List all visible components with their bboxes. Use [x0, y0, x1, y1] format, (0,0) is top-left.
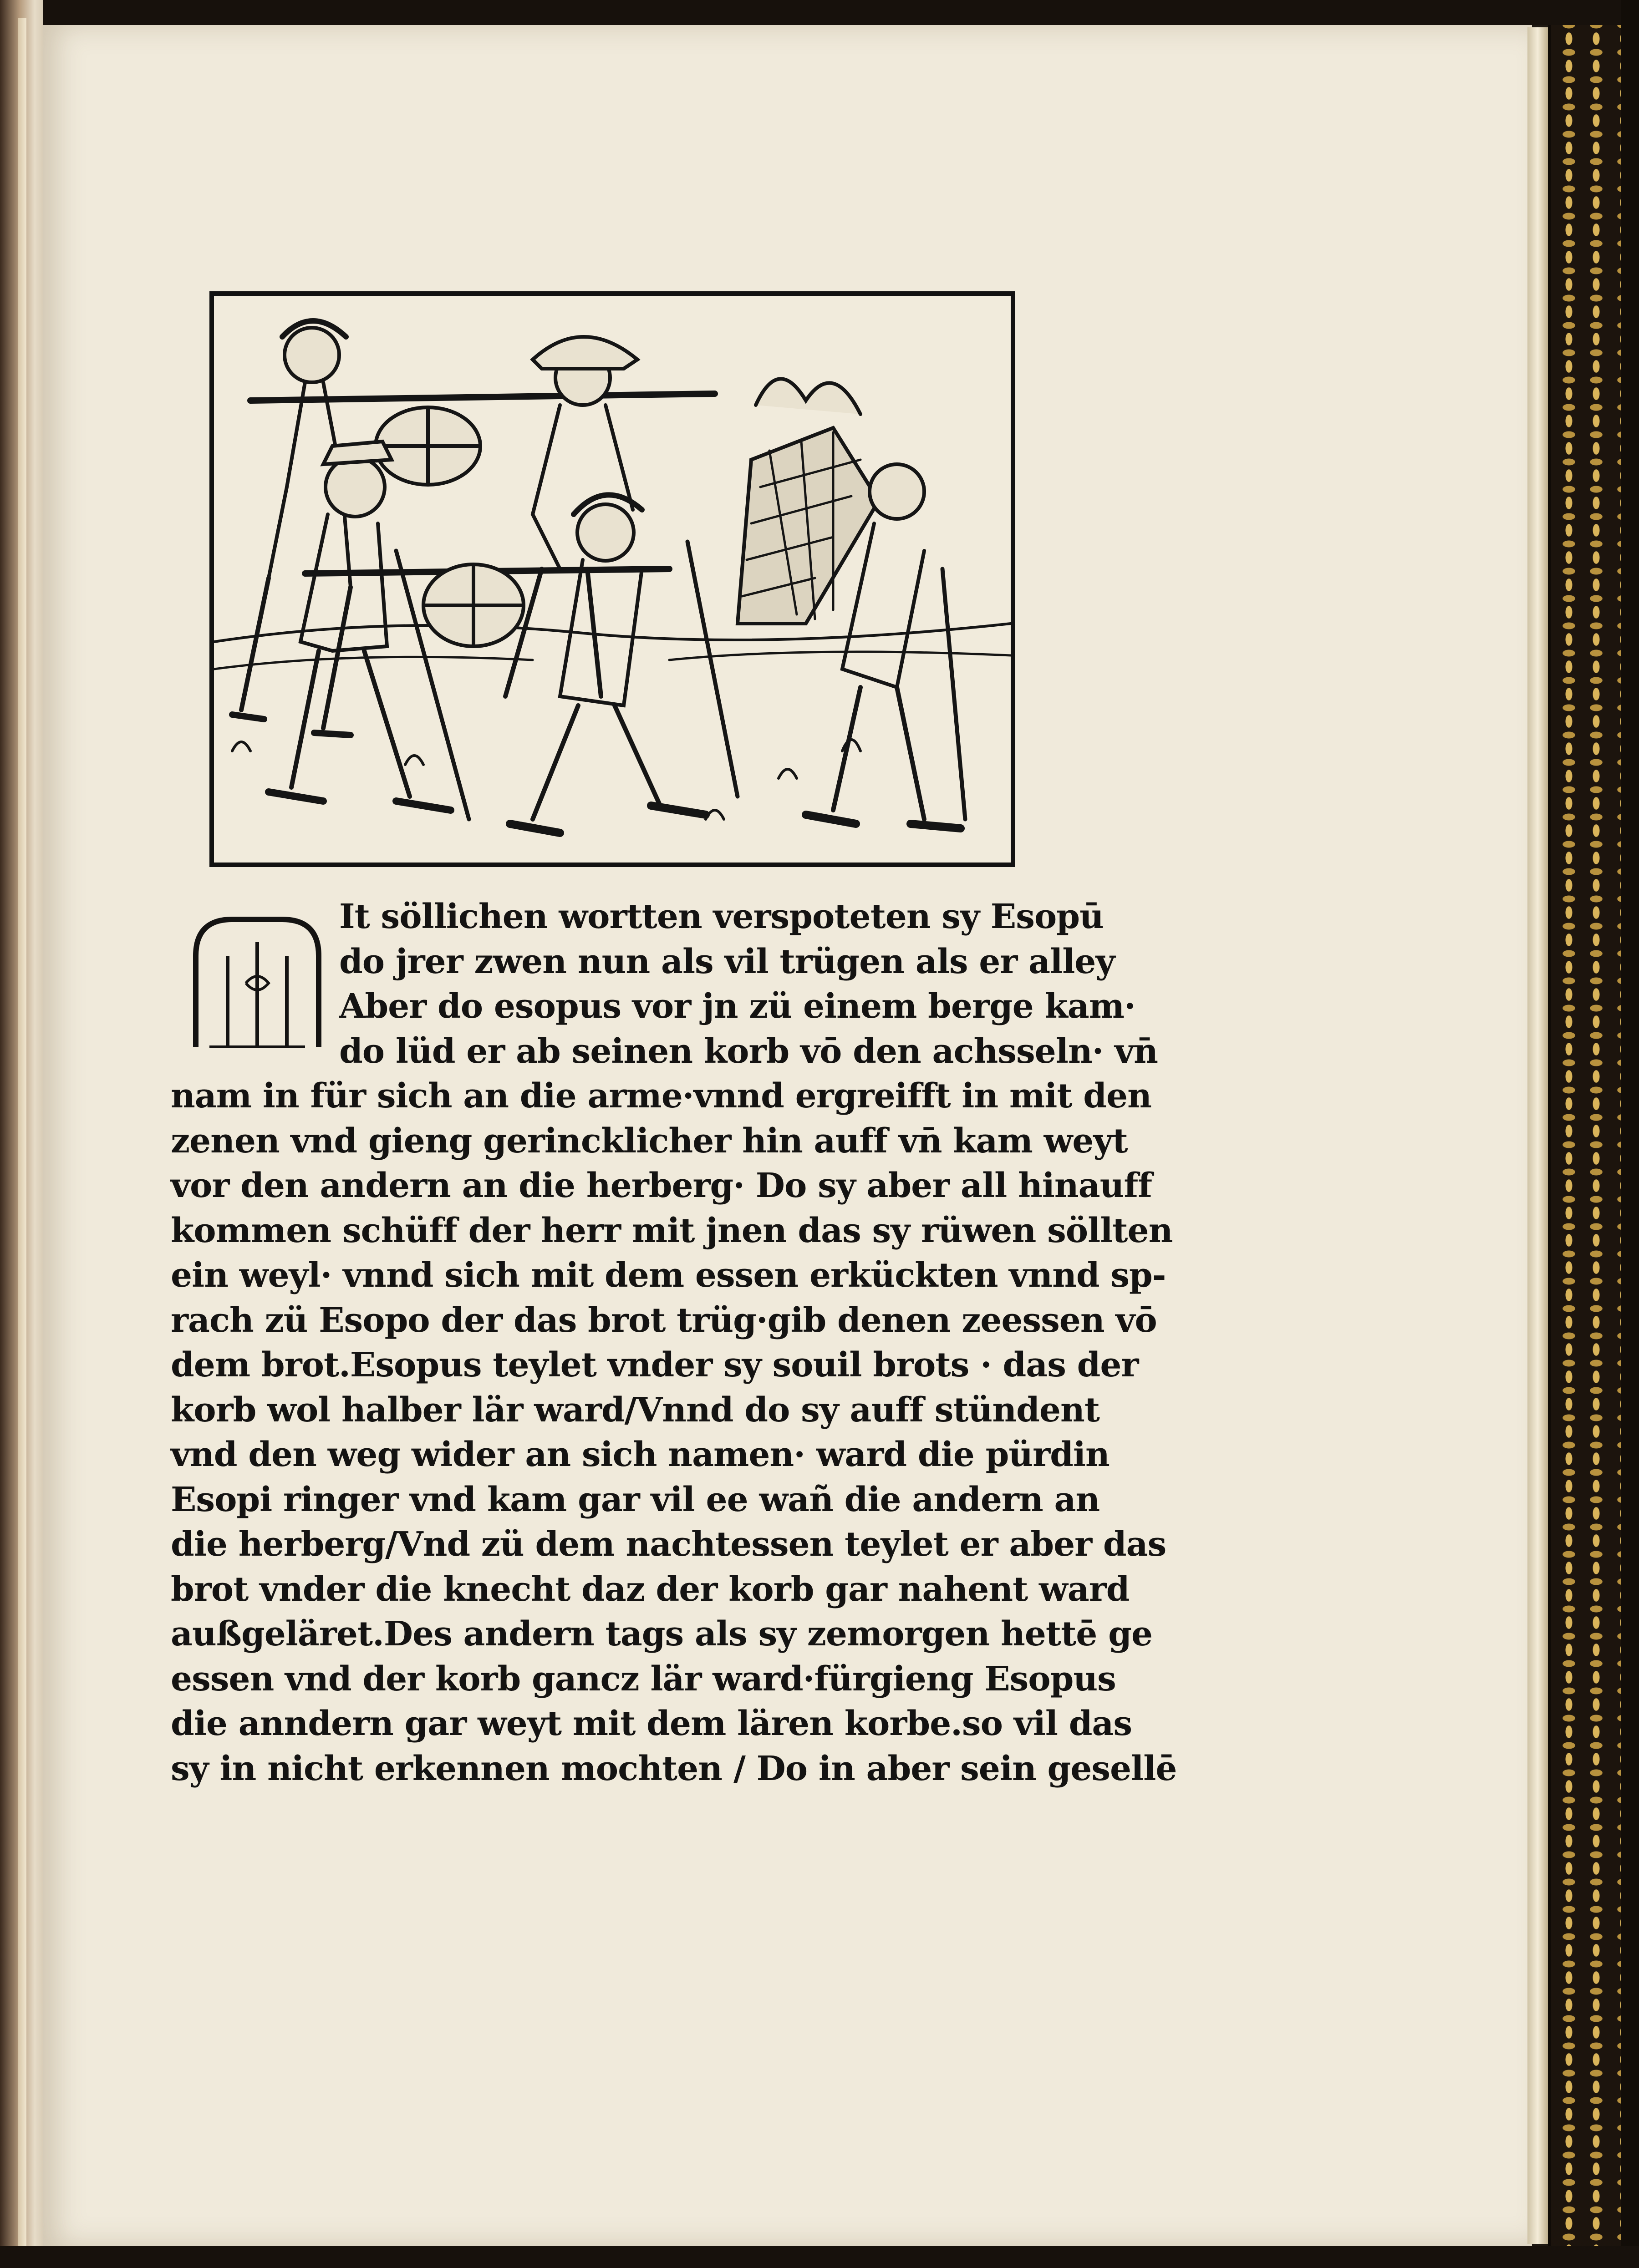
- text-line: Esopi ringer vnd kam gar vil ee wañ die andern an: [171, 1480, 1100, 1519]
- text-line: brot vnder die knecht daz der korb gar nahent ward: [171, 1569, 1130, 1609]
- text-line: sy in nicht erkennen mochten / Do in aber sein gesellē: [171, 1749, 1177, 1788]
- text-line: do jrer zwen nun als vil trügen als er alley: [339, 942, 1115, 981]
- scan-background-bottom: [0, 2246, 1639, 2268]
- text-line: It söllichen wortten verspoteten sy Esopū: [339, 897, 1104, 936]
- text-line: dem brot.Esopus teylet vnder sy souil brots · das der: [171, 1345, 1139, 1385]
- left-page-edge-strip: [18, 18, 26, 2248]
- text-line: zenen vnd gieng gerincklicher hin auff vn̄ kam weyt: [171, 1121, 1128, 1161]
- left-page-edge: [0, 0, 43, 2268]
- binding-shadow: [1621, 0, 1639, 2268]
- woodcut-drawing: [214, 296, 1011, 863]
- decorative-binding: [1548, 25, 1624, 2246]
- text-line: ein weyl· vnnd sich mit dem essen erkückten vnnd sp-: [171, 1256, 1166, 1295]
- text-line: vnd den weg wider an sich namen· ward die pürdin: [171, 1435, 1110, 1474]
- text-line: nam in für sich an die arme·vnnd ergreifft in mit den: [171, 1076, 1151, 1116]
- text-line: vor den andern an die herberg· Do sy aber all hinauff: [171, 1166, 1152, 1205]
- text-line: außgeläret.Des andern tags als sy zemorgen hettē ge: [171, 1614, 1152, 1654]
- text-line: rach zü Esopo der das brot trüg·gib denen zeessen vō: [171, 1300, 1157, 1340]
- scan-background-top: [0, 0, 1639, 25]
- text-line: die anndern gar weyt mit dem lären korbe.so vil das: [171, 1704, 1132, 1743]
- text-line: do lüd er ab seinen korb vō den achsseln· vn̄: [339, 1031, 1158, 1071]
- main-text: [171, 894, 1177, 1791]
- text-line: essen vnd der korb gancz lär ward·fürgieng Esopus: [171, 1659, 1116, 1699]
- text-line: die herberg/Vnd zü dem nachtessen teylet er aber das: [171, 1525, 1166, 1564]
- text-line: korb wol halber lär ward/Vnnd do sy auff stündent: [171, 1390, 1099, 1430]
- text-line: kommen schüff der herr mit jnen das sy rüwen söllten: [171, 1211, 1173, 1250]
- page-fore-edge: [1527, 27, 1548, 2244]
- woodcut-illustration: [209, 291, 1015, 867]
- text-line: Aber do esopus vor jn zü einem berge kam·: [339, 987, 1135, 1026]
